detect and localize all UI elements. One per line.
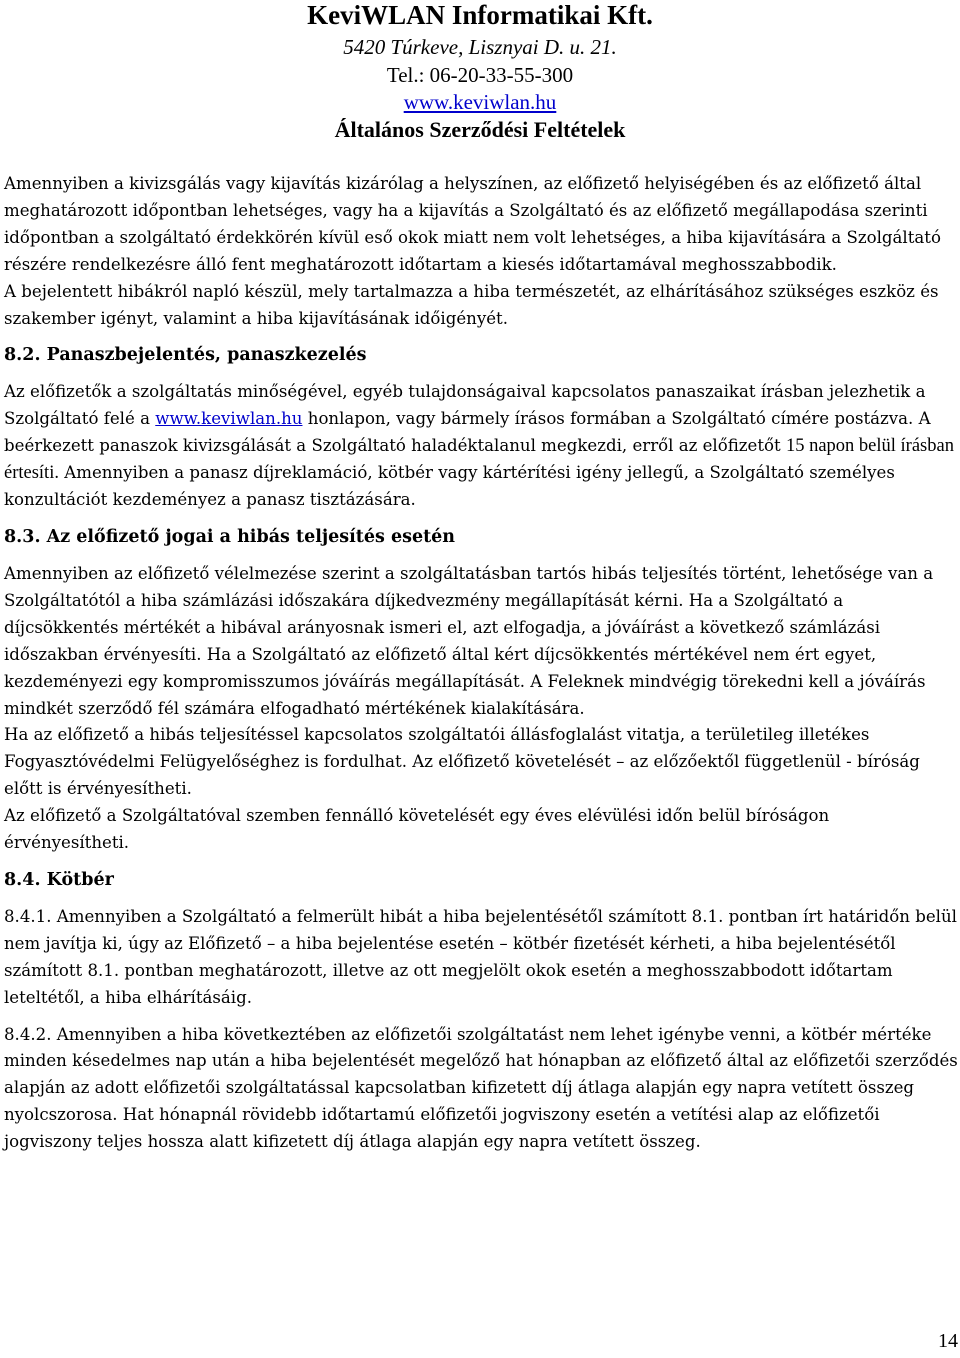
complaints-text-a: Az előfizetők a szolgáltatás minőségével, egyéb tulajdonságaival kapcsolatos panaszaikat írásban jelezhetik a Szolgáltató felé a bbox=[4, 382, 926, 429]
paragraph-complaints bbox=[4, 379, 959, 514]
paragraph-8-4-1: 8.4.1. Amennyiben a Szolgáltató a felmerült hibát a hiba bejelentésétől számított 8.1. pontban írt határidőn belül nem javítja ki, úgy az Előfizető – a hiba bejelentése esetén – kötbér fizetését kérheti, a hiba bejelentésétől számított 8.1. pontban meghatározott, illetve az ott megjelölt okok esetén a meghosszabbodott időtartam leteltétől, a hiba elhárításáig. bbox=[4, 906, 957, 1007]
document-body bbox=[4, 171, 959, 1156]
paragraph-repair-time: Amennyiben a kivizsgálás vagy kijavítás kizárólag a helyszínen, az előfizető helyiségében és az előfizető által meghatározott időpontban lehetséges, vagy ha a kijavítás a Szolgáltató és az előfizető megállapodása szerinti időpontban a szolgáltató érdekkörén kívül eső okok miatt nem volt lehetséges, a hiba kijavítására a Szolgáltató részére rendelkezésre álló fent meghatározott időtartam a kiesés időtartamával meghosszabbodik. bbox=[4, 174, 941, 274]
document-title: Általános Szerződési Feltételek bbox=[334, 117, 626, 142]
complaints-text-b: honlapon, vagy bármely írásos formában a Szolgáltató címére postázva. A beérkezett panaszok kivizsgálását a Szolgáltató haladéktalanul megkezdi, erről az előfizetőt bbox=[4, 409, 931, 456]
paragraph-discount: Amennyiben az előfizető vélelmezése szerint a szolgáltatásban tartós hibás teljesítés történt, lehetősége van a Szolgáltatótól a hiba számlázási időszakára díjkedvezmény megállapítását kérni. Ha a Szolgáltató a díjcsökkentés mértékét a hibával arányosnak ismeri el, azt elfogadja, a jóváírást a következő számlázási időszakban érvényesíti. Ha a Szolgáltató az előfizető által kért díjcsökkentés mértékével nem ért egyet, kezdeményezi egy kompromisszumos jóváírás megállapítását. A Feleknek mindvégig törekedni kell a jóváírás mindkét szerződő fél számára elfogadható mértékének kialakítására. bbox=[4, 563, 934, 718]
heading-8-2: 8.2. Panaszbejelentés, panaszkezelés bbox=[4, 345, 367, 366]
company-name: KeviWLAN Informatikai Kft. bbox=[307, 0, 653, 30]
keviwlan-link[interactable]: www.keviwlan.hu bbox=[155, 409, 303, 429]
heading-8-3: 8.3. Az előfizető jogai a hibás teljesítés esetén bbox=[4, 526, 456, 547]
heading-8-4: 8.4. Kötbér bbox=[4, 869, 114, 890]
paragraph-consumer-protection: Ha az előfizető a hibás teljesítéssel kapcsolatos szolgáltatói állásfoglalást vitatja, a területileg illetékes Fogyasztóvédelmi Felügyelőséghez is fordulhat. Az előfizető követelését – az előzőektől függetlenül - bíróság előtt is érvényesítheti. bbox=[4, 725, 920, 799]
complaints-text-d: Amennyiben a panasz díjreklamáció, kötbér vagy kártérítési igény jellegű, a Szolgáltató személyes konzultációt kezdeményez a panasz tisztázására. bbox=[4, 463, 895, 510]
complaints-text-c: 15 napon belül írásban értesíti. bbox=[4, 436, 954, 484]
paragraph-fault-log: A bejelentett hibákról napló készül, mely tartalmazza a hiba természetét, az elhárításához szükséges eszköz és szakember igényt, valamint a hiba kijavításának időigényét. bbox=[4, 281, 939, 328]
paragraph-8-4-2: 8.4.2. Amennyiben a hiba következtében az előfizetői szolgáltatást nem lehet igénybe venni, a kötbér mértéke minden késedelmes nap után a hiba bejelentését megelőző hat hónapban az előfizető által az előfizetői szerződés alapján az adott előfizetői szolgáltatással kapcsolatban kifizetett díj átlaga alapján egy napra vetített összeg nyolcszorosa. Hat hónapnál rövidebb időtartamú előfizetői jogviszony esetén a vetítési alap az előfizetői jogviszony teljes hossza alatt kifizetett díj átlaga alapján egy napra vetített összeg. bbox=[4, 1024, 958, 1152]
page-number: 14 bbox=[938, 1330, 958, 1352]
paragraph-limitation: Az előfizető a Szolgáltatóval szemben fennálló követelését egy éves elévülési időn belül bíróságon érvényesítheti. bbox=[4, 806, 830, 853]
company-website bbox=[0, 90, 960, 114]
company-address: 5420 Túrkeve, Lisznyai D. u. 21. bbox=[343, 35, 617, 59]
website-link[interactable]: www.keviwlan.hu bbox=[403, 90, 557, 114]
company-phone: Tel.: 06-20-33-55-300 bbox=[386, 63, 574, 87]
